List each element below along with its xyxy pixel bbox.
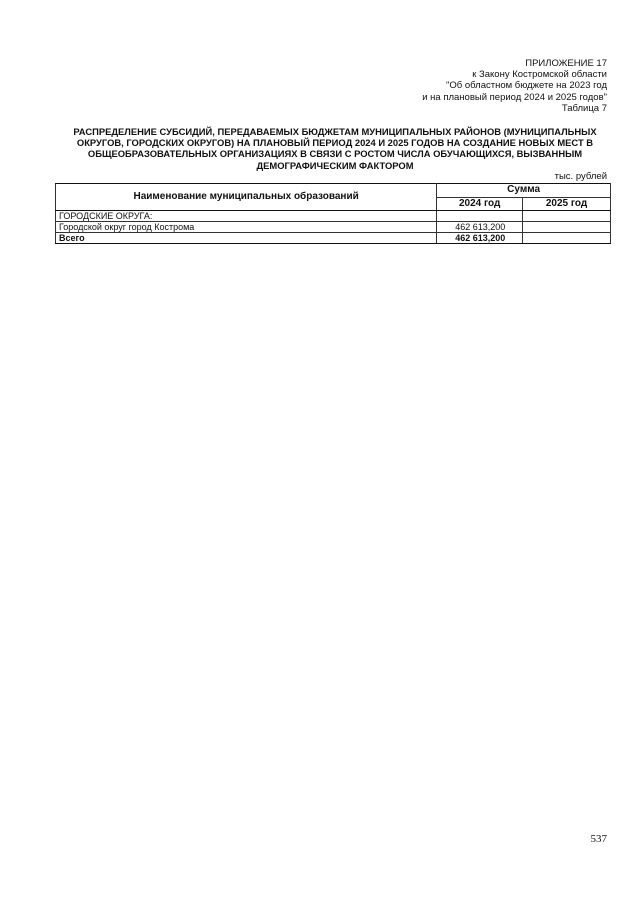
total-2024: 462 613,200	[437, 233, 523, 244]
row-2024: 462 613,200	[437, 222, 523, 233]
subsidy-table	[55, 183, 611, 244]
column-header-2024: 2024 год	[437, 197, 523, 211]
appendix-line-2: к Закону Костромской области	[472, 69, 607, 81]
row-name: ГОРОДСКИЕ ОКРУГА:	[56, 211, 437, 222]
document-title: РАСПРЕДЕЛЕНИЕ СУБСИДИЙ, ПЕРЕДАВАЕМЫХ БЮДЖЕТАМ МУНИЦИПАЛЬНЫХ РАЙОНОВ (МУНИЦИПАЛЬНЫХ ОКРУГОВ, ГОРОДСКИХ ОКРУГОВ) НА ПЛАНОВЫЙ ПЕРИОД 2024 И 2025 ГОДОВ НА СОЗДАНИЕ НОВЫХ МЕСТ В ОБЩЕОБРАЗОВАТЕЛЬНЫХ ОРГАНИЗАЦИЯХ В СВЯЗИ С РОСТОМ ЧИСЛА ОБУЧАЮЩИХСЯ, ВЫЗВАННЫМ ДЕМОГРАФИЧЕСКИМ ФАКТОРОМ	[73, 126, 597, 171]
total-2025	[523, 233, 611, 244]
row-name: Городской округ город Кострома	[56, 222, 437, 233]
table-row	[56, 222, 611, 233]
column-header-2025: 2025 год	[523, 197, 611, 211]
appendix-line-5: Таблица 7	[561, 102, 607, 114]
table-header-row	[56, 184, 611, 198]
column-header-sum: Сумма	[437, 184, 611, 198]
row-2024	[437, 211, 523, 222]
appendix-line-3: "Об областном бюджете на 2023 год	[446, 80, 607, 92]
appendix-line-4: и на плановый период 2024 и 2025 годов"	[422, 91, 607, 103]
page-number: 537	[590, 833, 607, 845]
row-2025	[523, 222, 611, 233]
appendix-header	[422, 58, 607, 114]
appendix-line-1: ПРИЛОЖЕНИЕ 17	[525, 58, 607, 69]
table-total-row	[56, 233, 611, 244]
table-row	[56, 211, 611, 222]
total-label: Всего	[56, 233, 437, 244]
row-2025	[523, 211, 611, 222]
column-header-name: Наименование муниципальных образований	[56, 184, 437, 211]
units-label: тыс. рублей	[554, 171, 607, 182]
